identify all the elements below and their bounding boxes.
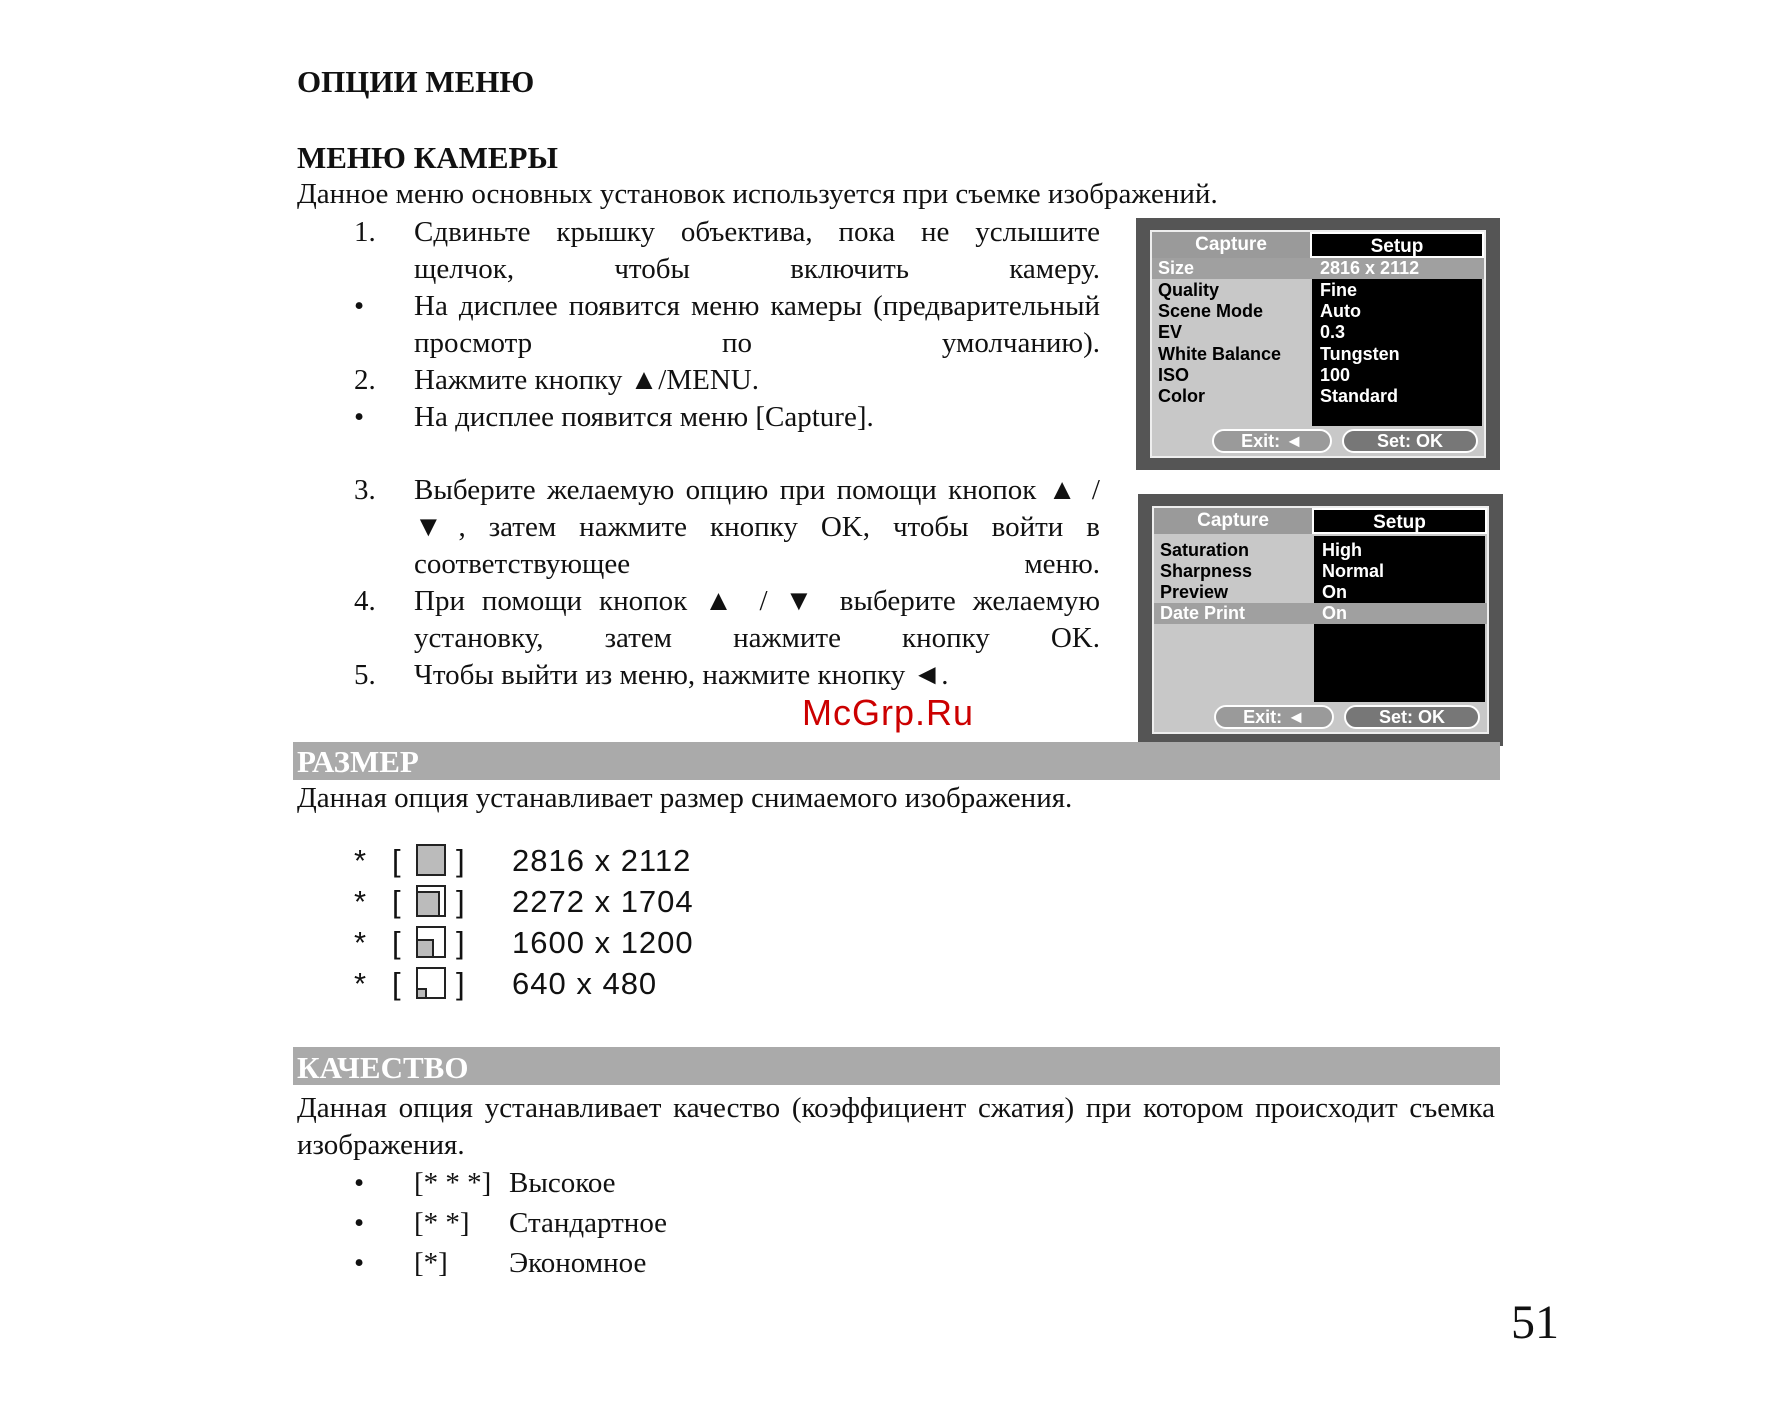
step-marker: 1. [354, 216, 376, 248]
lcd-exit-hint: Exit: ◄ [1214, 705, 1334, 729]
step-text: Чтобы выйти из меню, нажмите кнопку ◄. [414, 659, 949, 691]
lcd-menu-row [1154, 561, 1487, 582]
image-size-icon [412, 967, 452, 1001]
lcd-row-value: Auto [1320, 301, 1361, 321]
lcd-menu-row [1152, 258, 1484, 279]
bracket-open: [ [392, 965, 401, 1001]
option-star: * [354, 842, 367, 878]
bracket-close: ] [456, 842, 465, 878]
step-marker: • [354, 401, 365, 433]
size-value: 2272 x 1704 [512, 883, 694, 919]
lcd-tabs [1152, 232, 1484, 258]
lcd-footer [1152, 426, 1484, 456]
section-bar-quality: КАЧЕСТВО [293, 1047, 1500, 1085]
lcd-row-label: Quality [1158, 280, 1220, 300]
lcd-menu-row [1152, 322, 1484, 343]
lcd-row-label: Sharpness [1160, 561, 1253, 581]
step-text: Сдвиньте крышку объектива, пока не услышите щелчок, чтобы включить камеру. [414, 216, 1100, 285]
lcd-row-value: Tungsten [1320, 344, 1400, 364]
step-marker: 3. [354, 474, 376, 506]
lcd-row-value: On [1322, 603, 1347, 623]
lcd-tab-setup: Setup [1310, 232, 1484, 258]
step-text: На дисплее появится меню камеры (предварительный просмотр по умолчанию). [414, 290, 1100, 359]
size-value: 640 x 480 [512, 965, 658, 1001]
size-options-list [354, 840, 694, 1004]
bracket-close: ] [456, 924, 465, 960]
bracket-close: ] [456, 883, 465, 919]
bracket-open: [ [392, 924, 401, 960]
step-item [297, 583, 1100, 657]
quality-option [297, 1203, 667, 1243]
lcd-row-value: Standard [1320, 386, 1399, 406]
lcd-row-label: ISO [1158, 365, 1190, 385]
lcd-row-value: High [1322, 540, 1362, 560]
lcd-row-value: 100 [1320, 365, 1351, 385]
lcd-footer [1154, 702, 1487, 732]
lcd-tab-capture: Capture [1154, 508, 1312, 534]
step-text: При помощи кнопок ▲ / ▼ выберите желаемую установку, затем нажмите кнопку OK. [414, 585, 1100, 654]
intro-paragraph: Данное меню основных установок используется при съемке изображений. [297, 178, 1218, 210]
lcd-row-value: Normal [1322, 561, 1385, 581]
step-item [297, 214, 1100, 288]
lcd-row-label: EV [1158, 322, 1183, 342]
step-item [297, 472, 1100, 583]
section-heading-camera-menu: МЕНЮ КАМЕРЫ [297, 140, 558, 175]
step-marker: 5. [354, 659, 376, 691]
lcd-menu-row [1152, 365, 1484, 386]
option-star: * [354, 883, 367, 919]
lcd-row-value: 2816 x 2112 [1320, 258, 1420, 278]
page-number: 51 [1511, 1296, 1559, 1349]
lcd-menu-row [1154, 603, 1487, 624]
size-description: Данная опция устанавливает размер снимаемого изображения. [297, 782, 1073, 814]
lcd-row-label: Size [1158, 258, 1195, 278]
option-star: * [354, 965, 367, 1001]
bullet: • [354, 1207, 365, 1239]
lcd-screen [1150, 230, 1486, 458]
size-option [354, 963, 694, 1004]
watermark: McGrp.Ru [802, 692, 975, 733]
quality-option [297, 1163, 667, 1203]
bracket-open: [ [392, 842, 401, 878]
step-item [297, 362, 1100, 399]
quality-label: Экономное [509, 1247, 647, 1279]
quality-option [297, 1243, 667, 1283]
page-heading: ОПЦИИ МЕНЮ [297, 64, 535, 99]
lcd-row-value: Fine [1320, 280, 1358, 300]
lcd-row-label: Saturation [1160, 540, 1250, 560]
section-bar-size: РАЗМЕР [293, 742, 1500, 780]
lcd-menu-row [1152, 344, 1484, 365]
step-marker: • [354, 290, 365, 322]
lcd-row-label: Date Print [1160, 603, 1246, 623]
image-size-icon [412, 844, 452, 878]
lcd-row-value: 0.3 [1320, 322, 1346, 342]
bracket-close: ] [456, 965, 465, 1001]
quality-label: Стандартное [509, 1207, 668, 1239]
bullet: • [354, 1247, 365, 1279]
size-option [354, 881, 694, 922]
lcd-tabs [1154, 508, 1487, 534]
step-text: Выберите желаемую опцию при помощи кнопок ▲ / ▼, затем нажмите кнопку OK, чтобы войти в соответствующее меню. [414, 474, 1100, 580]
quality-options-list [297, 1163, 667, 1283]
quality-label: Высокое [509, 1167, 616, 1199]
bullet: • [354, 1167, 365, 1199]
steps-list [297, 214, 1100, 694]
lcd-exit-hint: Exit: ◄ [1212, 429, 1332, 453]
lcd-menu-row [1152, 386, 1484, 407]
size-option [354, 840, 694, 881]
lcd-menu-row [1152, 280, 1484, 301]
image-size-icon [412, 926, 452, 960]
step-text: На дисплее появится меню [Capture]. [414, 401, 874, 433]
lcd-row-label: Color [1158, 386, 1205, 406]
camera-lcd-capture-menu [1136, 218, 1500, 470]
lcd-menu-row [1152, 301, 1484, 322]
quality-code: [*] [414, 1247, 448, 1279]
lcd-set-hint: Set: OK [1344, 705, 1480, 729]
lcd-tab-capture: Capture [1152, 232, 1310, 258]
step-text: Нажмите кнопку ▲/MENU. [414, 364, 759, 396]
option-star: * [354, 924, 367, 960]
lcd-menu-row [1154, 540, 1487, 561]
lcd-row-label: White Balance [1158, 344, 1282, 364]
step-marker: 4. [354, 585, 376, 617]
bracket-open: [ [392, 883, 401, 919]
lcd-row-label: Preview [1160, 582, 1229, 602]
size-option [354, 922, 694, 963]
lcd-row-value: On [1322, 582, 1347, 602]
step-item [297, 288, 1100, 362]
step-item [297, 399, 1100, 436]
lcd-set-hint: Set: OK [1342, 429, 1478, 453]
lcd-tab-setup: Setup [1312, 508, 1487, 534]
step-marker: 2. [354, 364, 376, 396]
lcd-screen [1152, 506, 1489, 734]
quality-description-text: Данная опция устанавливает качество (коэффициент сжатия) при котором происходит съемка изображения. [297, 1092, 1495, 1161]
size-value: 1600 x 1200 [512, 924, 694, 960]
quality-code: [* * *] [414, 1167, 492, 1199]
image-size-icon [412, 885, 452, 919]
camera-lcd-capture-menu-page-2 [1138, 494, 1503, 746]
size-value: 2816 x 2112 [512, 842, 692, 878]
lcd-row-label: Scene Mode [1158, 301, 1264, 321]
quality-code: [* *] [414, 1207, 470, 1239]
quality-description [297, 1090, 1495, 1164]
step-item [297, 657, 1100, 694]
lcd-menu-row [1154, 582, 1487, 603]
